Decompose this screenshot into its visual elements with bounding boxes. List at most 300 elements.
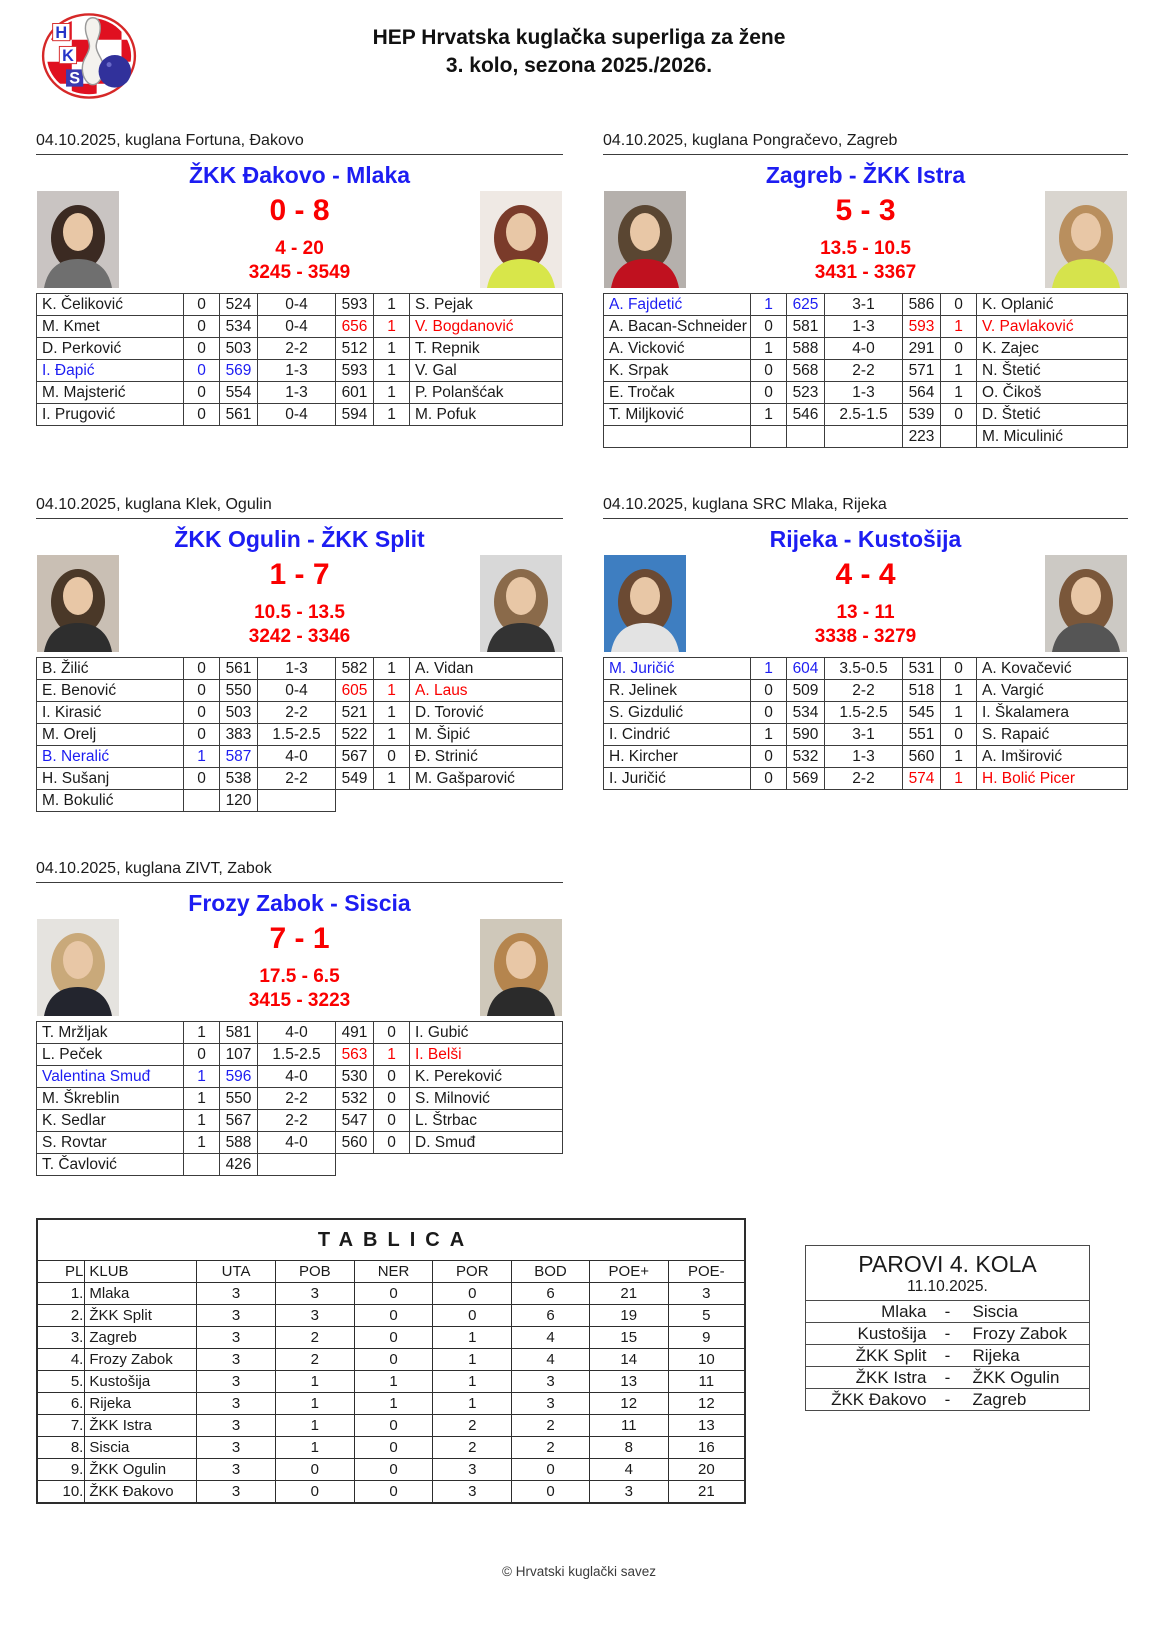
home-player-name: M. Majsterić [37, 382, 184, 404]
standings-header-uta: UTA [197, 1261, 276, 1283]
home-score: 554 [220, 382, 258, 404]
home-score [787, 426, 825, 448]
home-score: 596 [220, 1066, 258, 1088]
standings-value: 0 [275, 1459, 354, 1481]
standings-header-por: POR [433, 1261, 512, 1283]
set-result: 2-2 [258, 702, 336, 724]
home-player-name: M. Juričić [604, 658, 751, 680]
set-result: 2-2 [825, 680, 903, 702]
away-score: 531 [903, 658, 941, 680]
away-score: 539 [903, 404, 941, 426]
standings-value: 0 [354, 1349, 433, 1371]
standings-value: 9 [668, 1327, 745, 1349]
set-result: 2-2 [825, 360, 903, 382]
standings-value: 21 [668, 1481, 745, 1504]
standings-value: 0 [354, 1459, 433, 1481]
home-point: 0 [184, 294, 220, 316]
pair-home-team: ŽKK Istra [855, 1368, 927, 1387]
standings-value: 1 [433, 1327, 512, 1349]
page-title-line1: HEP Hrvatska kuglačka superliga za žene [372, 26, 786, 49]
standings-value: 0 [275, 1481, 354, 1504]
set-result [258, 790, 336, 812]
standings-row [37, 1327, 745, 1349]
away-player-name: M. Miculinić [977, 426, 1128, 448]
standings-value: 3 [197, 1305, 276, 1327]
set-result: 3-1 [825, 294, 903, 316]
away-score: 547 [336, 1110, 374, 1132]
home-point: 1 [184, 746, 220, 768]
match-date-venue: 04.10.2025, kuglana SRC Mlaka, Rijeka [603, 496, 1128, 519]
set-result: 4-0 [258, 1066, 336, 1088]
standings-value: 1 [275, 1371, 354, 1393]
match-date-venue: 04.10.2025, kuglana Pongračevo, Zagreb [603, 132, 1128, 155]
standings-value: 12 [589, 1393, 668, 1415]
home-player-name: E. Tročak [604, 382, 751, 404]
page-header [0, 0, 1158, 116]
match-summary [603, 519, 1128, 657]
away-player-name: S. Milnović [410, 1088, 563, 1110]
away-point: 0 [374, 1022, 410, 1044]
away-player-name: S. Pejak [410, 294, 563, 316]
home-score: 538 [220, 768, 258, 790]
player-result-row [37, 1044, 563, 1066]
match-score: 4 - 4 [835, 558, 896, 591]
svg-text:K: K [62, 46, 74, 65]
standings-value: 1 [433, 1393, 512, 1415]
match-title: Rijeka - Kustošija [769, 526, 962, 552]
set-result: 2-2 [258, 338, 336, 360]
away-point: 0 [941, 294, 977, 316]
standings-value: 3 [197, 1371, 276, 1393]
away-player-name: M. Šipić [410, 724, 563, 746]
player-result-row [604, 426, 1128, 448]
standings-header-ner: NER [354, 1261, 433, 1283]
away-player-name: K. Oplanić [977, 294, 1128, 316]
home-player-name: T. Miljković [604, 404, 751, 426]
away-player-name: D. Torović [410, 702, 563, 724]
away-score: 491 [336, 1022, 374, 1044]
home-player-name: B. Neralić [37, 746, 184, 768]
home-player-name: I. Prugović [37, 404, 184, 426]
next-round-pairs [806, 1301, 1089, 1410]
away-score: 601 [336, 382, 374, 404]
standings-value: 3 [668, 1283, 745, 1305]
home-point: 0 [184, 316, 220, 338]
away-point: 1 [374, 338, 410, 360]
standings-value: 0 [354, 1305, 433, 1327]
away-score: 656 [336, 316, 374, 338]
away-score: 571 [903, 360, 941, 382]
home-player-name: H. Kircher [604, 746, 751, 768]
standings-row [37, 1415, 745, 1437]
match-score: 0 - 8 [269, 194, 330, 227]
home-player-name: E. Benović [37, 680, 184, 702]
away-player-name: K. Pereković [410, 1066, 563, 1088]
pair-row [806, 1367, 1089, 1389]
home-point: 1 [751, 724, 787, 746]
set-result: 0-4 [258, 680, 336, 702]
svg-text:S: S [69, 69, 81, 88]
away-score: 567 [336, 746, 374, 768]
standings-value: 5 [668, 1305, 745, 1327]
set-result: 4-0 [825, 338, 903, 360]
away-score: 530 [336, 1066, 374, 1088]
home-point: 0 [184, 680, 220, 702]
standings-club: Siscia [85, 1437, 197, 1459]
match-player-rows [37, 658, 563, 812]
away-player-name: I. Škalamera [977, 702, 1128, 724]
home-score: 604 [787, 658, 825, 680]
standings-value: 0 [354, 1283, 433, 1305]
match-player-rows [604, 658, 1128, 790]
standings-value: 2 [275, 1349, 354, 1371]
home-player-name: I. Đapić [37, 360, 184, 382]
away-score: 574 [903, 768, 941, 790]
home-point: 0 [184, 382, 220, 404]
standings-row [37, 1437, 745, 1459]
set-result: 1-3 [258, 658, 336, 680]
away-score: 549 [336, 768, 374, 790]
standings-row [37, 1283, 745, 1305]
standings-value: 3 [589, 1481, 668, 1504]
away-point: 0 [374, 1110, 410, 1132]
home-point: 0 [751, 768, 787, 790]
svg-text:H: H [55, 23, 68, 42]
set-result: 1-3 [258, 382, 336, 404]
standings-rank: 4. [37, 1349, 85, 1371]
away-score: 518 [903, 680, 941, 702]
away-player-name: A. Vidan [410, 658, 563, 680]
home-score: 581 [787, 316, 825, 338]
match-player-table [603, 293, 1128, 448]
pair-row [806, 1323, 1089, 1345]
away-point: 0 [374, 1066, 410, 1088]
next-round-box [805, 1245, 1090, 1411]
pair-separator: - [944, 1390, 951, 1409]
match-title: Frozy Zabok - Siscia [188, 890, 411, 916]
away-player-photo [1045, 191, 1127, 288]
match-set-points: 4 - 20 [275, 238, 324, 259]
standings-row [37, 1349, 745, 1371]
away-point: 1 [374, 768, 410, 790]
set-result: 1.5-2.5 [825, 702, 903, 724]
standings-rank: 5. [37, 1371, 85, 1393]
home-player-name: K. Sedlar [37, 1110, 184, 1132]
away-point [941, 426, 977, 448]
match-card-2 [603, 132, 1128, 448]
player-result-row [37, 746, 563, 768]
home-player-name: S. Rovtar [37, 1132, 184, 1154]
match-player-table [36, 293, 563, 426]
standings-rank: 3. [37, 1327, 85, 1349]
away-player-name: H. Bolić Picer [977, 768, 1128, 790]
standings-rank: 1. [37, 1283, 85, 1305]
away-player-name: M. Pofuk [410, 404, 563, 426]
set-result: 0-4 [258, 404, 336, 426]
player-result-row [37, 1088, 563, 1110]
standings-value: 3 [197, 1327, 276, 1349]
pair-row [806, 1389, 1089, 1410]
hks-logo-icon [38, 12, 140, 100]
home-point: 0 [751, 746, 787, 768]
standings-value: 2 [512, 1415, 590, 1437]
away-point: 1 [374, 382, 410, 404]
away-score: 522 [336, 724, 374, 746]
match-player-table [603, 657, 1128, 790]
match-set-points: 13 - 11 [836, 602, 895, 623]
home-player-name: T. Čavlović [37, 1154, 184, 1176]
home-score: 524 [220, 294, 258, 316]
standings-value: 3 [275, 1305, 354, 1327]
set-result: 4-0 [258, 1132, 336, 1154]
home-point: 1 [184, 1088, 220, 1110]
next-round-date: 11.10.2025. [806, 1278, 1089, 1301]
away-score: 512 [336, 338, 374, 360]
home-point: 0 [184, 404, 220, 426]
player-result-row [37, 294, 563, 316]
set-result: 2-2 [825, 768, 903, 790]
standings-value: 3 [433, 1459, 512, 1481]
away-score: 223 [903, 426, 941, 448]
match-score: 5 - 3 [835, 194, 896, 227]
set-result: 1-3 [258, 360, 336, 382]
away-score: 593 [903, 316, 941, 338]
home-player-name: M. Bokulić [37, 790, 184, 812]
set-result: 0-4 [258, 294, 336, 316]
away-player-photo [480, 555, 562, 652]
away-player-name: I. Gubić [410, 1022, 563, 1044]
standings-header-pob: POB [275, 1261, 354, 1283]
standings-value: 3 [197, 1349, 276, 1371]
match-title: ŽKK Đakovo - Mlaka [188, 162, 411, 188]
standings-value: 4 [512, 1349, 590, 1371]
home-player-name: I. Cindrić [604, 724, 751, 746]
home-point: 0 [184, 724, 220, 746]
away-player-name: I. Belši [410, 1044, 563, 1066]
away-point: 0 [374, 746, 410, 768]
set-result: 1-3 [825, 316, 903, 338]
match-date-venue: 04.10.2025, kuglana Fortuna, Đakovo [36, 132, 563, 155]
away-player-name: V. Bogdanović [410, 316, 563, 338]
home-score: 567 [220, 1110, 258, 1132]
set-result: 2.5-1.5 [825, 404, 903, 426]
player-result-row [37, 724, 563, 746]
home-player-name: A. Vicković [604, 338, 751, 360]
standings-value: 0 [354, 1437, 433, 1459]
player-result-row [37, 382, 563, 404]
set-result: 0-4 [258, 316, 336, 338]
standings-club: Mlaka [85, 1283, 197, 1305]
set-result: 2-2 [258, 1088, 336, 1110]
standings-club: ŽKK Ogulin [85, 1459, 197, 1481]
player-result-row [604, 768, 1128, 790]
away-point: 1 [941, 746, 977, 768]
pair-away-team: Siscia [972, 1302, 1018, 1321]
away-player-name: V. Pavlaković [977, 316, 1128, 338]
standings-header-poe+: POE+ [589, 1261, 668, 1283]
standings-rank: 7. [37, 1415, 85, 1437]
player-result-row [37, 338, 563, 360]
set-result: 2-2 [258, 1110, 336, 1132]
away-player-name: A. Vargić [977, 680, 1128, 702]
away-score: 563 [336, 1044, 374, 1066]
standings-value: 19 [589, 1305, 668, 1327]
standings-row [37, 1371, 745, 1393]
home-player-photo [37, 919, 119, 1016]
home-player-name: A. Fajdetić [604, 294, 751, 316]
standings-value: 3 [197, 1283, 276, 1305]
standings-value: 0 [354, 1327, 433, 1349]
home-score: 534 [220, 316, 258, 338]
standings-value: 21 [589, 1283, 668, 1305]
away-point: 1 [374, 724, 410, 746]
match-player-table [36, 657, 563, 812]
player-result-row [604, 680, 1128, 702]
away-score: 532 [336, 1088, 374, 1110]
player-result-row [604, 746, 1128, 768]
away-player-name: A. Kovačević [977, 658, 1128, 680]
home-score: 503 [220, 338, 258, 360]
away-score: 560 [336, 1132, 374, 1154]
home-point: 0 [184, 768, 220, 790]
pair-away-team: Frozy Zabok [972, 1324, 1067, 1343]
set-result [825, 426, 903, 448]
standings-value: 3 [197, 1481, 276, 1504]
standings-value: 13 [589, 1371, 668, 1393]
standings-rank: 6. [37, 1393, 85, 1415]
match-total-pins: 3242 - 3346 [248, 626, 351, 647]
player-result-row [37, 1110, 563, 1132]
home-player-name: B. Žilić [37, 658, 184, 680]
pair-separator: - [944, 1302, 951, 1321]
home-point [184, 1154, 220, 1176]
standings-value: 2 [433, 1415, 512, 1437]
player-result-row [37, 680, 563, 702]
set-result: 1.5-2.5 [258, 1044, 336, 1066]
away-point: 1 [374, 702, 410, 724]
standings-value: 0 [512, 1481, 590, 1504]
home-player-name: K. Čeliković [37, 294, 184, 316]
home-point: 0 [751, 360, 787, 382]
standings-value: 15 [589, 1327, 668, 1349]
home-score: 523 [787, 382, 825, 404]
home-score: 120 [220, 790, 258, 812]
player-result-row [604, 316, 1128, 338]
standings-value: 12 [668, 1393, 745, 1415]
home-score: 383 [220, 724, 258, 746]
set-result: 4-0 [258, 1022, 336, 1044]
standings-rank: 10. [37, 1481, 85, 1504]
player-result-row [37, 404, 563, 426]
match-title: Zagreb - ŽKK Istra [765, 162, 966, 188]
set-result: 1-3 [825, 382, 903, 404]
standings-value: 4 [512, 1327, 590, 1349]
home-player-photo [604, 555, 686, 652]
home-score: 568 [787, 360, 825, 382]
standings-value: 3 [197, 1437, 276, 1459]
match-title: ŽKK Ogulin - ŽKK Split [174, 526, 425, 552]
away-score: 594 [336, 404, 374, 426]
away-player-photo [480, 191, 562, 288]
set-result: 3.5-0.5 [825, 658, 903, 680]
home-score: 534 [787, 702, 825, 724]
away-point: 1 [374, 404, 410, 426]
away-player-name: K. Zajec [977, 338, 1128, 360]
home-score: 550 [220, 1088, 258, 1110]
away-score: 551 [903, 724, 941, 746]
standings-header-klub: KLUB [85, 1261, 197, 1283]
standings-rank: 2. [37, 1305, 85, 1327]
home-player-photo [37, 555, 119, 652]
standings-value: 1 [275, 1393, 354, 1415]
standings-value: 8 [589, 1437, 668, 1459]
home-point: 0 [751, 382, 787, 404]
away-score: 291 [903, 338, 941, 360]
home-score: 569 [787, 768, 825, 790]
player-result-row [604, 404, 1128, 426]
standings-row [37, 1393, 745, 1415]
footer-copyright: © Hrvatski kuglački savez [502, 1564, 656, 1579]
away-point: 1 [941, 316, 977, 338]
home-score: 569 [220, 360, 258, 382]
home-player-name: T. Mržljak [37, 1022, 184, 1044]
page-title-line2: 3. kolo, sezona 2025./2026. [445, 54, 713, 77]
home-score: 561 [220, 658, 258, 680]
standings-value: 3 [275, 1283, 354, 1305]
home-point: 1 [184, 1022, 220, 1044]
standings-club: ŽKK Đakovo [85, 1481, 197, 1504]
away-point: 0 [941, 338, 977, 360]
standings-rank: 8. [37, 1437, 85, 1459]
match-card-1 [36, 132, 563, 426]
home-score: 588 [220, 1132, 258, 1154]
away-player-name: O. Čikoš [977, 382, 1128, 404]
standings-value: 3 [512, 1371, 590, 1393]
standings-club: ŽKK Split [85, 1305, 197, 1327]
home-point: 1 [184, 1132, 220, 1154]
pair-home-team: ŽKK Split [855, 1346, 927, 1365]
away-score: 560 [903, 746, 941, 768]
standings-value: 1 [275, 1437, 354, 1459]
standings-value: 13 [668, 1415, 745, 1437]
home-score: 550 [220, 680, 258, 702]
pair-home-team: Mlaka [881, 1302, 927, 1321]
standings-club: Kustošija [85, 1371, 197, 1393]
home-player-name: K. Srpak [604, 360, 751, 382]
match-card-5 [36, 860, 563, 1176]
away-point: 1 [374, 658, 410, 680]
away-player-name: S. Rapaić [977, 724, 1128, 746]
home-point: 1 [184, 1110, 220, 1132]
away-player-name: A. Imširović [977, 746, 1128, 768]
match-player-rows [37, 1022, 563, 1176]
home-player-name: L. Peček [37, 1044, 184, 1066]
away-point: 1 [374, 294, 410, 316]
standings-value: 14 [589, 1349, 668, 1371]
match-total-pins: 3338 - 3279 [814, 626, 917, 647]
standings-row [37, 1481, 745, 1504]
away-player-name: D. Štetić [977, 404, 1128, 426]
away-point: 1 [941, 382, 977, 404]
away-point: 1 [374, 680, 410, 702]
away-point: 0 [941, 404, 977, 426]
standings-value: 10 [668, 1349, 745, 1371]
standings-value: 1 [275, 1415, 354, 1437]
match-summary [36, 519, 563, 657]
home-point: 1 [751, 658, 787, 680]
home-score: 590 [787, 724, 825, 746]
home-point: 1 [751, 404, 787, 426]
